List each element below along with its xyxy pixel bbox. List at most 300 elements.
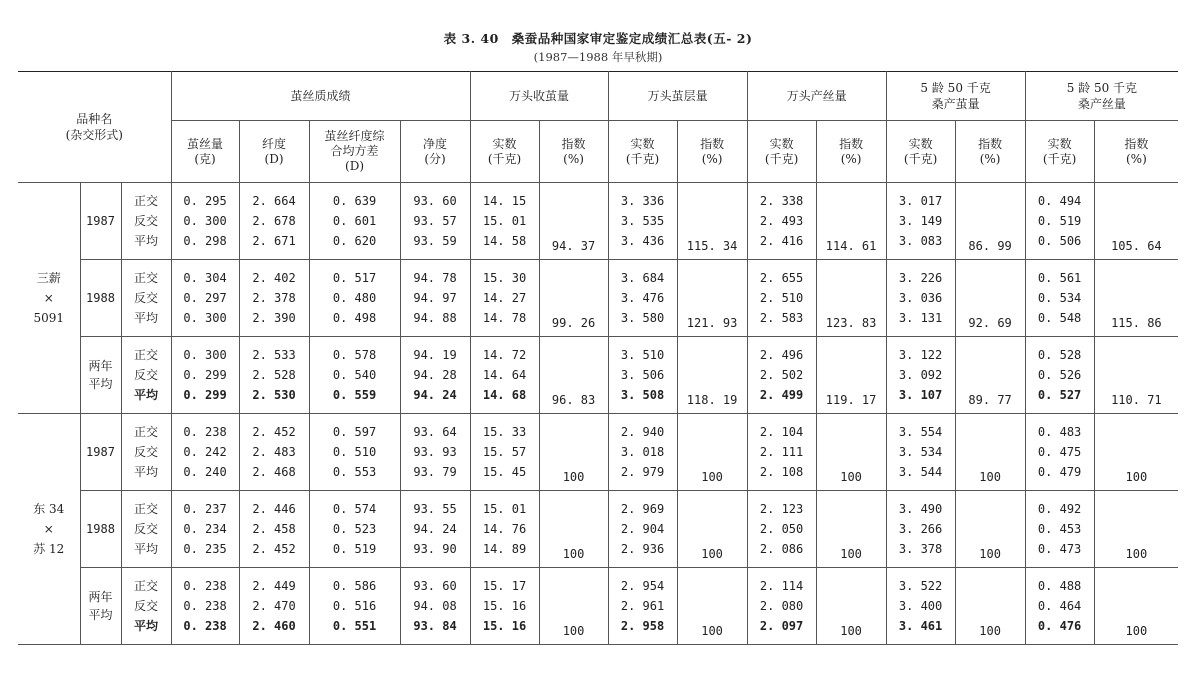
cross-type-label: 正交 — [134, 502, 159, 516]
table-row — [18, 414, 1178, 491]
index-cell: 100 — [677, 491, 747, 568]
cross-type-label: 平均 — [134, 465, 159, 479]
index-cell: 115. 86 — [1094, 260, 1178, 337]
table-row — [18, 491, 1178, 568]
col-header-neatness — [400, 121, 470, 183]
value: 3. 266 — [898, 522, 943, 536]
value: 2. 904 — [620, 522, 665, 536]
value-cell — [1025, 337, 1094, 414]
value: 2. 470 — [252, 599, 296, 613]
value: 2. 671 — [252, 234, 296, 248]
value: 93. 57 — [413, 214, 457, 228]
year-cell — [80, 183, 121, 260]
header-line: 指数 — [1124, 136, 1149, 151]
value: 3. 544 — [898, 465, 943, 479]
year-line: 1988 — [86, 522, 115, 536]
value: 0. 494 — [1037, 194, 1082, 208]
header-line: (克) — [194, 151, 216, 166]
variety-name-line: 三薪 — [36, 271, 61, 285]
value: 14. 58 — [482, 234, 527, 248]
value: 0. 304 — [183, 271, 227, 285]
value: 15. 57 — [482, 445, 527, 459]
index-cell: 96. 83 — [539, 337, 608, 414]
index-cell: 100 — [539, 491, 608, 568]
value-cell — [1025, 414, 1094, 491]
value: 0. 237 — [183, 502, 227, 516]
value: 93. 55 — [413, 502, 457, 516]
value: 15. 01 — [482, 214, 527, 228]
value: 0. 453 — [1037, 522, 1082, 536]
year-cell — [80, 491, 121, 568]
value: 93. 84 — [413, 619, 457, 633]
value: 2. 460 — [252, 619, 296, 633]
header-line: (%) — [979, 151, 1001, 166]
header-line: 实数 — [769, 136, 794, 151]
header-line: 茧丝纤度综 — [324, 129, 385, 143]
index-cell: 100 — [816, 491, 886, 568]
value: 2. 416 — [759, 234, 804, 248]
col-header-fineness — [239, 121, 309, 183]
value: 0. 464 — [1037, 599, 1082, 613]
value-cell — [400, 568, 470, 645]
value-cell — [886, 414, 955, 491]
header-line: 5 龄 50 千克 — [1066, 81, 1138, 95]
value-cell — [171, 491, 239, 568]
value: 14. 78 — [482, 311, 527, 325]
header-line: 纤度 — [262, 136, 287, 151]
value: 0. 574 — [332, 502, 377, 516]
value: 15. 33 — [482, 425, 527, 439]
group-header-5age-cocoon — [886, 72, 1025, 121]
header-line: (%) — [563, 151, 584, 166]
table-subtitle: (1987—1988 年早秋期) — [533, 50, 663, 64]
value: 0. 300 — [183, 348, 227, 362]
value: 2. 499 — [759, 388, 804, 402]
table-row — [18, 260, 1178, 337]
header-line: 合均方差 — [330, 144, 379, 158]
value-cell — [239, 491, 309, 568]
variety-name-cell — [18, 183, 80, 414]
value-cell — [886, 260, 955, 337]
value: 2. 961 — [620, 599, 665, 613]
cross-type-cell — [121, 491, 171, 568]
col-header-actual — [470, 121, 539, 183]
value: 3. 684 — [620, 271, 665, 285]
col-header-variance — [309, 121, 400, 183]
value: 0. 298 — [183, 234, 227, 248]
year-line: 1988 — [86, 291, 115, 305]
value: 2. 969 — [620, 502, 665, 516]
value: 0. 480 — [332, 291, 377, 305]
value: 2. 533 — [252, 348, 296, 362]
value-cell — [470, 183, 539, 260]
value: 3. 535 — [620, 214, 665, 228]
results-table — [18, 71, 1178, 645]
year-line: 1987 — [86, 214, 115, 228]
header-line: 实数 — [908, 136, 933, 151]
cross-type-label: 反交 — [134, 445, 159, 459]
cross-type-label: 正交 — [134, 425, 159, 439]
value-cell — [886, 568, 955, 645]
header-line: 指数 — [978, 136, 1003, 151]
table-row — [18, 337, 1178, 414]
index-cell: 100 — [677, 568, 747, 645]
value: 15. 16 — [482, 619, 527, 633]
value: 0. 516 — [332, 599, 377, 613]
value: 0. 561 — [1037, 271, 1082, 285]
value-cell — [608, 260, 677, 337]
value: 3. 036 — [898, 291, 943, 305]
value: 0. 473 — [1037, 542, 1082, 556]
value: 94. 88 — [413, 311, 457, 325]
value-cell — [1025, 183, 1094, 260]
value: 0. 295 — [183, 194, 227, 208]
value: 0. 510 — [332, 445, 377, 459]
value: 3. 122 — [898, 348, 943, 362]
col-header-index — [539, 121, 608, 183]
cross-type-cell — [121, 414, 171, 491]
header-line: (千克) — [764, 151, 799, 166]
value: 3. 400 — [898, 599, 943, 613]
value: 3. 510 — [620, 348, 665, 362]
value: 94. 97 — [413, 291, 457, 305]
cross-type-label: 正交 — [134, 348, 159, 362]
value: 2. 468 — [252, 465, 296, 479]
value: 2. 530 — [252, 388, 296, 402]
value: 14. 27 — [482, 291, 527, 305]
index-cell: 121. 93 — [677, 260, 747, 337]
value: 14. 68 — [482, 388, 527, 402]
value: 0. 238 — [183, 619, 227, 633]
group-header-5age-silk — [1025, 72, 1178, 121]
value: 94. 24 — [413, 522, 457, 536]
table-body — [18, 183, 1178, 645]
index-cell: 100 — [677, 414, 747, 491]
value-cell — [1025, 491, 1094, 568]
value: 0. 483 — [1037, 425, 1082, 439]
value: 0. 498 — [332, 311, 377, 325]
index-cell: 100 — [816, 568, 886, 645]
cross-type-label: 平均 — [134, 388, 159, 402]
variety-name-cell — [18, 414, 80, 645]
value: 0. 234 — [183, 522, 227, 536]
value: 2. 390 — [252, 311, 296, 325]
group-header-silk: 万头产丝量 — [747, 72, 886, 121]
col-header-silk-amount — [171, 121, 239, 183]
value: 0. 476 — [1037, 619, 1082, 633]
value-cell — [239, 260, 309, 337]
value-cell — [470, 491, 539, 568]
value: 2. 452 — [252, 542, 296, 556]
header-line: 指数 — [839, 136, 864, 151]
index-cell: 115. 34 — [677, 183, 747, 260]
value: 93. 90 — [413, 542, 457, 556]
value-cell — [608, 337, 677, 414]
value-cell — [309, 491, 400, 568]
value: 15. 01 — [482, 502, 527, 516]
header-line: (%) — [840, 151, 862, 166]
index-cell: 100 — [955, 491, 1025, 568]
index-cell: 100 — [955, 414, 1025, 491]
value: 3. 131 — [898, 311, 943, 325]
value: 2. 104 — [759, 425, 804, 439]
variety-header-line: 品种名 — [76, 112, 113, 126]
cross-type-label: 平均 — [134, 311, 159, 325]
variety-name-line: × — [43, 291, 54, 305]
index-cell: 89. 77 — [955, 337, 1025, 414]
cross-type-cell — [121, 260, 171, 337]
header-line: 指数 — [561, 136, 586, 151]
header-line: (千克) — [903, 151, 938, 166]
header-line: (分) — [424, 151, 446, 166]
index-cell: 100 — [1094, 414, 1178, 491]
value-cell — [239, 568, 309, 645]
value: 0. 528 — [1037, 348, 1082, 362]
cross-type-label: 平均 — [134, 234, 159, 248]
value: 3. 436 — [620, 234, 665, 248]
cross-type-label: 正交 — [134, 194, 159, 208]
year-line: 两年 — [88, 590, 113, 604]
header-line: 净度 — [423, 136, 448, 151]
value: 3. 554 — [898, 425, 943, 439]
value: 2. 108 — [759, 465, 804, 479]
value: 2. 954 — [620, 579, 665, 593]
value: 2. 123 — [759, 502, 804, 516]
index-cell: 100 — [539, 414, 608, 491]
value: 0. 578 — [332, 348, 377, 362]
year-line: 1987 — [86, 445, 115, 459]
value: 0. 551 — [332, 619, 377, 633]
year-line: 平均 — [88, 608, 113, 622]
value: 0. 238 — [183, 425, 227, 439]
value: 3. 149 — [898, 214, 943, 228]
header-line: (千克) — [625, 151, 660, 166]
value-cell — [239, 414, 309, 491]
year-cell — [80, 337, 121, 414]
header-line: 桑产茧量 — [931, 97, 980, 111]
value-cell — [309, 414, 400, 491]
value: 2. 940 — [620, 425, 665, 439]
value: 3. 534 — [898, 445, 943, 459]
value: 3. 018 — [620, 445, 665, 459]
value: 0. 299 — [183, 368, 227, 382]
value: 2. 080 — [759, 599, 804, 613]
header-line: (D) — [264, 151, 284, 166]
cross-type-cell — [121, 568, 171, 645]
table-row — [18, 568, 1178, 645]
value: 0. 238 — [183, 579, 227, 593]
value-cell — [470, 337, 539, 414]
value: 93. 79 — [413, 465, 457, 479]
value: 14. 89 — [482, 542, 527, 556]
value: 3. 017 — [898, 194, 943, 208]
value-cell — [747, 337, 816, 414]
value: 2. 496 — [759, 348, 804, 362]
value: 2. 958 — [620, 619, 665, 633]
value: 2. 510 — [759, 291, 804, 305]
variety-name-line: 东 34 — [33, 502, 65, 516]
col-header-actual — [747, 121, 816, 183]
value-cell — [886, 183, 955, 260]
value: 0. 492 — [1037, 502, 1082, 516]
year-cell — [80, 414, 121, 491]
value: 2. 979 — [620, 465, 665, 479]
value: 3. 226 — [898, 271, 943, 285]
index-cell: 100 — [1094, 568, 1178, 645]
index-cell: 92. 69 — [955, 260, 1025, 337]
value: 2. 458 — [252, 522, 296, 536]
value: 0. 475 — [1037, 445, 1082, 459]
value-cell — [1025, 260, 1094, 337]
value: 3. 522 — [898, 579, 943, 593]
header-line: 实数 — [492, 136, 517, 151]
index-cell: 114. 61 — [816, 183, 886, 260]
cross-type-cell — [121, 337, 171, 414]
cross-type-label: 反交 — [134, 291, 159, 305]
value: 2. 502 — [759, 368, 804, 382]
index-cell: 105. 64 — [1094, 183, 1178, 260]
value-cell — [171, 414, 239, 491]
value-cell — [171, 568, 239, 645]
value: 15. 30 — [482, 271, 527, 285]
value-cell — [171, 183, 239, 260]
value: 0. 506 — [1037, 234, 1082, 248]
value: 93. 60 — [413, 194, 457, 208]
cross-type-label: 正交 — [134, 579, 159, 593]
value: 2. 111 — [759, 445, 804, 459]
value: 0. 527 — [1037, 388, 1082, 402]
value: 0. 240 — [183, 465, 227, 479]
cross-type-label: 平均 — [134, 619, 159, 633]
value: 2. 114 — [759, 579, 804, 593]
index-cell: 118. 19 — [677, 337, 747, 414]
value: 2. 086 — [759, 542, 804, 556]
year-cell — [80, 568, 121, 645]
cross-type-label: 平均 — [134, 542, 159, 556]
year-line: 两年 — [88, 359, 113, 373]
col-header-actual — [1025, 121, 1094, 183]
header-line: (千克) — [487, 151, 522, 166]
header-line: 茧丝量 — [187, 136, 224, 151]
value-cell — [400, 491, 470, 568]
index-cell: 100 — [955, 568, 1025, 645]
value-cell — [400, 183, 470, 260]
value: 2. 338 — [759, 194, 804, 208]
value: 0. 238 — [183, 599, 227, 613]
value: 3. 476 — [620, 291, 665, 305]
header-line: (%) — [1125, 151, 1147, 166]
header-line: (D) — [345, 159, 365, 173]
value-cell — [400, 337, 470, 414]
value: 94. 08 — [413, 599, 457, 613]
value: 0. 479 — [1037, 465, 1082, 479]
header-line: 实数 — [630, 136, 655, 151]
col-header-index — [677, 121, 747, 183]
variety-header-line: (杂交形式) — [65, 128, 123, 142]
index-cell: 86. 99 — [955, 183, 1025, 260]
variety-name-line: 苏 12 — [33, 542, 65, 556]
value-cell — [400, 260, 470, 337]
value-cell — [747, 183, 816, 260]
index-cell: 99. 26 — [539, 260, 608, 337]
col-header-actual — [886, 121, 955, 183]
value: 14. 15 — [482, 194, 527, 208]
value-cell — [608, 414, 677, 491]
value: 94. 19 — [413, 348, 457, 362]
value: 3. 490 — [898, 502, 943, 516]
value: 14. 64 — [482, 368, 527, 382]
header-line: 指数 — [700, 136, 725, 151]
value-cell — [747, 260, 816, 337]
value-cell — [171, 260, 239, 337]
value: 3. 378 — [898, 542, 943, 556]
value: 0. 639 — [332, 194, 377, 208]
value-cell — [1025, 568, 1094, 645]
value: 0. 553 — [332, 465, 377, 479]
value: 0. 488 — [1037, 579, 1082, 593]
value: 3. 083 — [898, 234, 943, 248]
value: 3. 506 — [620, 368, 665, 382]
variety-name-line: × — [43, 522, 54, 536]
value: 0. 300 — [183, 311, 227, 325]
group-header-layer: 万头茧层量 — [608, 72, 747, 121]
value-cell — [309, 568, 400, 645]
value-cell — [309, 337, 400, 414]
value: 2. 528 — [252, 368, 296, 382]
group-header-cocoon-quality: 茧丝质成绩 — [171, 72, 470, 121]
table-row — [18, 183, 1178, 260]
col-header-index — [1094, 121, 1178, 183]
value: 3. 508 — [620, 388, 665, 402]
value: 15. 16 — [482, 599, 527, 613]
index-cell: 119. 17 — [816, 337, 886, 414]
cross-type-cell — [121, 183, 171, 260]
value: 0. 620 — [332, 234, 377, 248]
value: 2. 449 — [252, 579, 296, 593]
value: 2. 402 — [252, 271, 296, 285]
index-cell: 94. 37 — [539, 183, 608, 260]
value-cell — [608, 491, 677, 568]
value-cell — [747, 568, 816, 645]
value: 94. 24 — [413, 388, 457, 402]
value: 3. 461 — [898, 619, 943, 633]
group-header-yield: 万头收茧量 — [470, 72, 608, 121]
value: 0. 597 — [332, 425, 377, 439]
value: 2. 050 — [759, 522, 804, 536]
value: 2. 097 — [759, 619, 804, 633]
value: 3. 107 — [898, 388, 943, 402]
header-line: (%) — [701, 151, 723, 166]
value-cell — [608, 183, 677, 260]
value-cell — [747, 491, 816, 568]
col-header-index — [955, 121, 1025, 183]
value: 0. 559 — [332, 388, 377, 402]
value: 93. 93 — [413, 445, 457, 459]
value: 0. 534 — [1037, 291, 1082, 305]
value: 2. 483 — [252, 445, 296, 459]
value-cell — [747, 414, 816, 491]
value: 3. 092 — [898, 368, 943, 382]
variety-header — [18, 72, 171, 183]
value: 0. 586 — [332, 579, 377, 593]
value-cell — [309, 260, 400, 337]
header-line: 实数 — [1047, 136, 1072, 151]
value: 2. 936 — [620, 542, 665, 556]
value: 93. 64 — [413, 425, 457, 439]
value: 2. 452 — [252, 425, 296, 439]
value: 14. 76 — [482, 522, 527, 536]
value: 2. 664 — [252, 194, 296, 208]
